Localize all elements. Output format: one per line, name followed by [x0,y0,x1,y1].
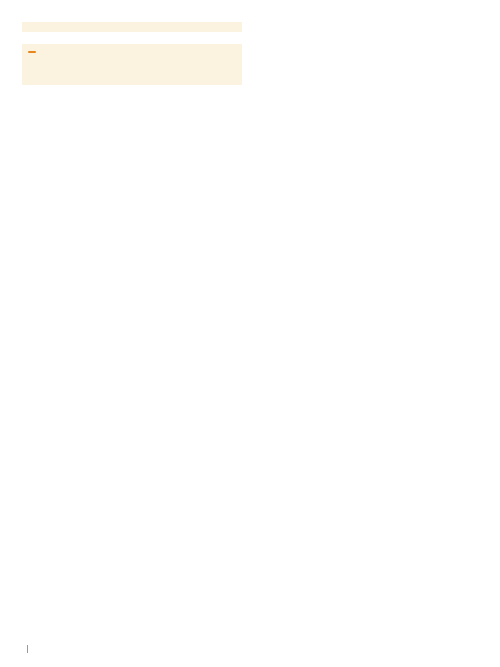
page-footer [22,645,33,653]
section-label [28,51,36,53]
answer-box-top [22,22,242,32]
footer-divider [27,645,28,653]
step2-header [28,44,236,60]
step2-box [22,44,242,85]
left-column [22,22,242,91]
